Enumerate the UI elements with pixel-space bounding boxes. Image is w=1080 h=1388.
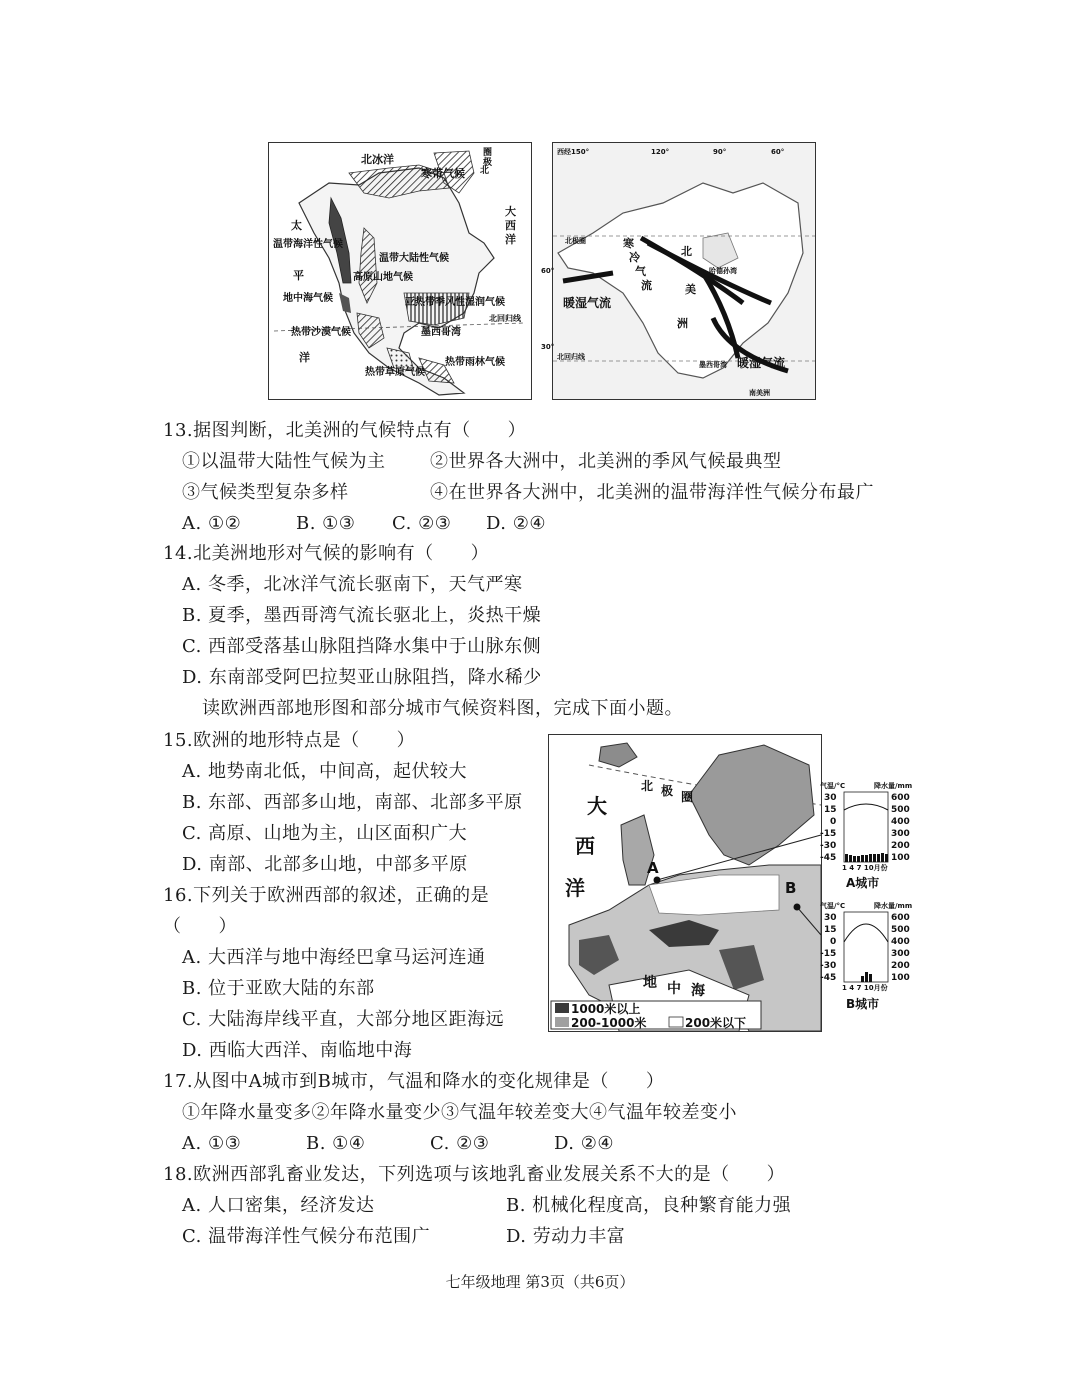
chart-a-title: A城市 bbox=[846, 876, 880, 890]
chart-a-temp-tick-6: -45 bbox=[820, 853, 837, 863]
north-america-airflow-map bbox=[541, 142, 816, 400]
chart-b-precip-tick-3: 400 bbox=[891, 937, 910, 947]
climate-charts bbox=[820, 780, 920, 1016]
legend-label-low: 200米以下 bbox=[685, 1016, 747, 1030]
label-continental-climate: 温带大陆性气候 bbox=[379, 253, 449, 264]
chart-a-precip-tick-1: 600 bbox=[891, 793, 910, 803]
label-city-a: A bbox=[647, 859, 659, 877]
label-med-1: 地 bbox=[643, 975, 657, 991]
chart-a-precip-tick-5: 200 bbox=[891, 841, 910, 851]
chart-b-temp-title: 气温/°C bbox=[820, 902, 846, 910]
land-outline bbox=[558, 183, 803, 378]
chart-b-temp-tick-1: 30 bbox=[824, 913, 837, 923]
chart-a-temp-tick-1: 30 bbox=[824, 793, 837, 803]
label-south-america: 南美洲 bbox=[749, 389, 770, 397]
label-med-3: 海 bbox=[691, 983, 705, 999]
label-lat-60: 60° bbox=[541, 267, 555, 275]
label-pacific-3: 洋 bbox=[299, 351, 310, 364]
label-atlantic-3: 洋 bbox=[505, 233, 516, 246]
q15-option-c[interactable]: C. 高原、山地为主，山区面积广大 bbox=[182, 823, 468, 844]
q15-option-b[interactable]: B. 东部、西部多山地，南部、北部多平原 bbox=[182, 792, 523, 813]
chart-b-temp-tick-5: -30 bbox=[820, 961, 837, 971]
chart-b-frame bbox=[844, 912, 888, 982]
q18-option-b[interactable]: B. 机械化程度高，良种繁育能力强 bbox=[506, 1195, 792, 1216]
label-cold-4: 流 bbox=[641, 279, 652, 292]
chart-b-precip-tick-1: 600 bbox=[891, 913, 910, 923]
legend-label-mid: 200-1000米 bbox=[571, 1016, 647, 1030]
label-atlantic-2: 西 bbox=[505, 219, 516, 232]
label-pacific-2: 平 bbox=[293, 269, 304, 282]
label-desert-climate: 热带沙漠气候 bbox=[291, 327, 351, 338]
chart-a-temp-tick-4: -15 bbox=[820, 829, 837, 839]
label-lon-150: 西经150° bbox=[557, 148, 590, 156]
q17-option-c[interactable]: C. ②③ bbox=[430, 1133, 490, 1154]
label-arctic-2: 极 bbox=[661, 784, 674, 798]
label-atlantic-3: 洋 bbox=[565, 876, 585, 900]
label-warm-west: 暖湿气流 bbox=[563, 296, 612, 310]
chart-a-temp-tick-2: 15 bbox=[824, 805, 837, 815]
label-gulf-of-mexico: 墨西哥湾 bbox=[421, 327, 461, 338]
label-arctic-ocean: 北冰洋 bbox=[361, 153, 394, 166]
q13-stem: 13.据图判断，北美洲的气候特点有（ ） bbox=[163, 420, 527, 441]
label-hudson-bay: 哈德孙湾 bbox=[709, 267, 737, 275]
label-polar-climate: 寒带气候 bbox=[421, 167, 465, 180]
chart-b-title: B城市 bbox=[846, 997, 880, 1011]
reading-intro: 读欧洲西部地形图和部分城市气候资料图，完成下面小题。 bbox=[202, 698, 683, 719]
q13-option-b[interactable]: B. ①③ bbox=[296, 513, 356, 534]
legend-swatch-mid bbox=[555, 1017, 569, 1027]
q17-statements: ①年降水量变多②年降水量变少③气温年较差变大④气温年较差变小 bbox=[182, 1102, 737, 1123]
label-mediterranean-climate: 地中海气候 bbox=[283, 293, 333, 304]
north-america-airflow-svg bbox=[541, 143, 815, 399]
q13-statement-3: ③气候类型复杂多样 bbox=[182, 482, 349, 503]
q17-option-d[interactable]: D. ②④ bbox=[554, 1133, 615, 1154]
chart-b-temp-tick-6: -45 bbox=[820, 973, 837, 983]
legend-label-high: 1000米以上 bbox=[571, 1002, 641, 1016]
label-highland-climate: 高原山地气候 bbox=[353, 272, 413, 283]
label-cold-3: 气 bbox=[635, 265, 646, 278]
europe-terrain-map bbox=[548, 734, 822, 1032]
label-na-2: 美 bbox=[685, 283, 696, 296]
chart-a-temp-tick-3: 0 bbox=[830, 817, 837, 827]
label-circle-1: 北 bbox=[480, 166, 490, 176]
q14-option-d[interactable]: D. 东南部受阿巴拉契亚山脉阻挡，降水稀少 bbox=[182, 667, 542, 688]
q15-option-d[interactable]: D. 南部、北部多山地，中部多平原 bbox=[182, 854, 468, 875]
label-med-2: 中 bbox=[667, 981, 681, 997]
chart-b-temp-tick-3: 0 bbox=[830, 937, 837, 947]
q17-option-a[interactable]: A. ①③ bbox=[182, 1133, 242, 1154]
label-arctic-3: 圈 bbox=[681, 790, 694, 804]
chart-a-precip-tick-3: 400 bbox=[891, 817, 910, 827]
q13-statement-4: ④在世界各大洲中，北美洲的温带海洋性气候分布最广 bbox=[430, 482, 874, 503]
label-lon-120: 120° bbox=[651, 148, 670, 156]
label-tropic-of-cancer: 北回归线 bbox=[489, 314, 521, 323]
q14-option-a[interactable]: A. 冬季，北冰洋气流长驱南下，天气严寒 bbox=[182, 574, 523, 595]
label-arctic-1: 北 bbox=[641, 779, 654, 793]
q16-option-b[interactable]: B. 位于亚欧大陆的东部 bbox=[182, 978, 375, 999]
q14-stem: 14.北美洲地形对气候的影响有（ ） bbox=[163, 543, 490, 564]
label-cold-2: 冷 bbox=[629, 251, 640, 264]
city-a-marker bbox=[654, 877, 661, 884]
chart-a-precip-title: 降水量/mm bbox=[874, 782, 913, 790]
q13-statement-2: ②世界各大洲中，北美洲的季风气候最典型 bbox=[430, 451, 782, 472]
climate-charts-svg bbox=[820, 780, 920, 1016]
q18-option-c[interactable]: C. 温带海洋性气候分布范围广 bbox=[182, 1226, 431, 1247]
q16-option-d[interactable]: D. 西临大西洋、南临地中海 bbox=[182, 1040, 413, 1061]
q16-option-c[interactable]: C. 大陆海岸线平直，大部分地区距海远 bbox=[182, 1009, 505, 1030]
chart-a-temp-tick-5: -30 bbox=[820, 841, 837, 851]
q13-option-a[interactable]: A. ①② bbox=[182, 513, 242, 534]
chart-a-precip-tick-4: 300 bbox=[891, 829, 910, 839]
label-circle-2: 圈 bbox=[483, 148, 493, 158]
label-city-b: B bbox=[785, 879, 797, 897]
label-humid-subtropical-climate: 亚热带季风性湿润气候 bbox=[405, 297, 505, 308]
q14-option-b[interactable]: B. 夏季，墨西哥湾气流长驱北上，炎热干燥 bbox=[182, 605, 542, 626]
chart-a-month-ticks: 1 4 7 10月份 bbox=[842, 864, 888, 872]
q17-option-b[interactable]: B. ①④ bbox=[306, 1133, 366, 1154]
label-na-3: 洲 bbox=[677, 317, 688, 330]
label-tropic: 北回归线 bbox=[557, 353, 585, 361]
city-b-marker bbox=[794, 904, 801, 911]
legend-swatch-low bbox=[669, 1017, 683, 1027]
q16-stem: 16.下列关于欧洲西部的叙述，正确的是 bbox=[163, 885, 490, 906]
page-footer: 七年级地理 第3页（共6页） bbox=[445, 1273, 635, 1291]
chart-b-precip-tick-4: 300 bbox=[891, 949, 910, 959]
q13-option-d[interactable]: D. ②④ bbox=[486, 513, 547, 534]
q18-option-d[interactable]: D. 劳动力丰富 bbox=[506, 1226, 626, 1247]
chart-b-temp-tick-2: 15 bbox=[824, 925, 837, 935]
chart-b-temp-tick-4: -15 bbox=[820, 949, 837, 959]
q15-option-a[interactable]: A. 地势南北低，中间高，起伏较大 bbox=[182, 761, 467, 782]
label-marine-climate: 温带海洋性气候 bbox=[273, 239, 343, 250]
q18-stem: 18.欧洲西部乳畜业发达，下列选项与该地乳畜业发展关系不大的是（ ） bbox=[163, 1164, 786, 1185]
chart-a-precip-tick-2: 500 bbox=[891, 805, 910, 815]
label-atlantic-1: 大 bbox=[587, 794, 607, 818]
q13-option-c[interactable]: C. ②③ bbox=[392, 513, 452, 534]
chart-a-precip-tick-6: 100 bbox=[891, 853, 910, 863]
chart-b-month-ticks: 1 4 7 10月份 bbox=[842, 984, 888, 992]
europe-terrain-svg bbox=[549, 735, 821, 1031]
q16-answer-paren: （ ） bbox=[163, 916, 237, 937]
q13-statement-1: ①以温带大陆性气候为主 bbox=[182, 451, 386, 472]
label-rainforest-climate: 热带雨林气候 bbox=[445, 357, 505, 368]
north-america-climate-svg bbox=[269, 143, 531, 399]
label-atlantic-2: 西 bbox=[575, 834, 595, 858]
chart-a-temp-title: 气温/°C bbox=[820, 782, 846, 790]
label-gulf: 墨西哥湾 bbox=[699, 361, 727, 369]
q18-option-a[interactable]: A. 人口密集，经济发达 bbox=[182, 1195, 375, 1216]
q14-option-c[interactable]: C. 西部受落基山脉阻挡降水集中于山脉东侧 bbox=[182, 636, 542, 657]
q15-stem: 15.欧洲的地形特点是（ ） bbox=[163, 730, 416, 751]
label-lon-90: 90° bbox=[713, 148, 727, 156]
q17-stem: 17.从图中A城市到B城市，气温和降水的变化规律是（ ） bbox=[163, 1071, 665, 1092]
label-atlantic-1: 大 bbox=[505, 205, 516, 218]
label-cold-1: 寒 bbox=[623, 237, 634, 250]
label-na-1: 北 bbox=[681, 245, 692, 258]
q16-option-a[interactable]: A. 大西洋与地中海经巴拿马运河连通 bbox=[182, 947, 486, 968]
chart-b-precip-tick-5: 200 bbox=[891, 961, 910, 971]
chart-b-precip-tick-2: 500 bbox=[891, 925, 910, 935]
chart-b-precip-title: 降水量/mm bbox=[874, 902, 913, 910]
label-lon-60: 60° bbox=[771, 148, 785, 156]
label-pacific-1: 太 bbox=[291, 219, 302, 232]
legend-swatch-high bbox=[555, 1003, 569, 1013]
chart-a-frame bbox=[844, 792, 888, 862]
label-warm-south: 暖湿气流 bbox=[737, 356, 786, 370]
label-arctic-circle: 北极圈 bbox=[565, 237, 586, 245]
chart-b-precip-tick-6: 100 bbox=[891, 973, 910, 983]
label-circle-3: 极 bbox=[483, 158, 493, 168]
label-lat-30: 30° bbox=[541, 343, 555, 351]
label-savanna-climate: 热带草原气候 bbox=[365, 367, 425, 378]
north-america-climate-map bbox=[268, 142, 532, 400]
